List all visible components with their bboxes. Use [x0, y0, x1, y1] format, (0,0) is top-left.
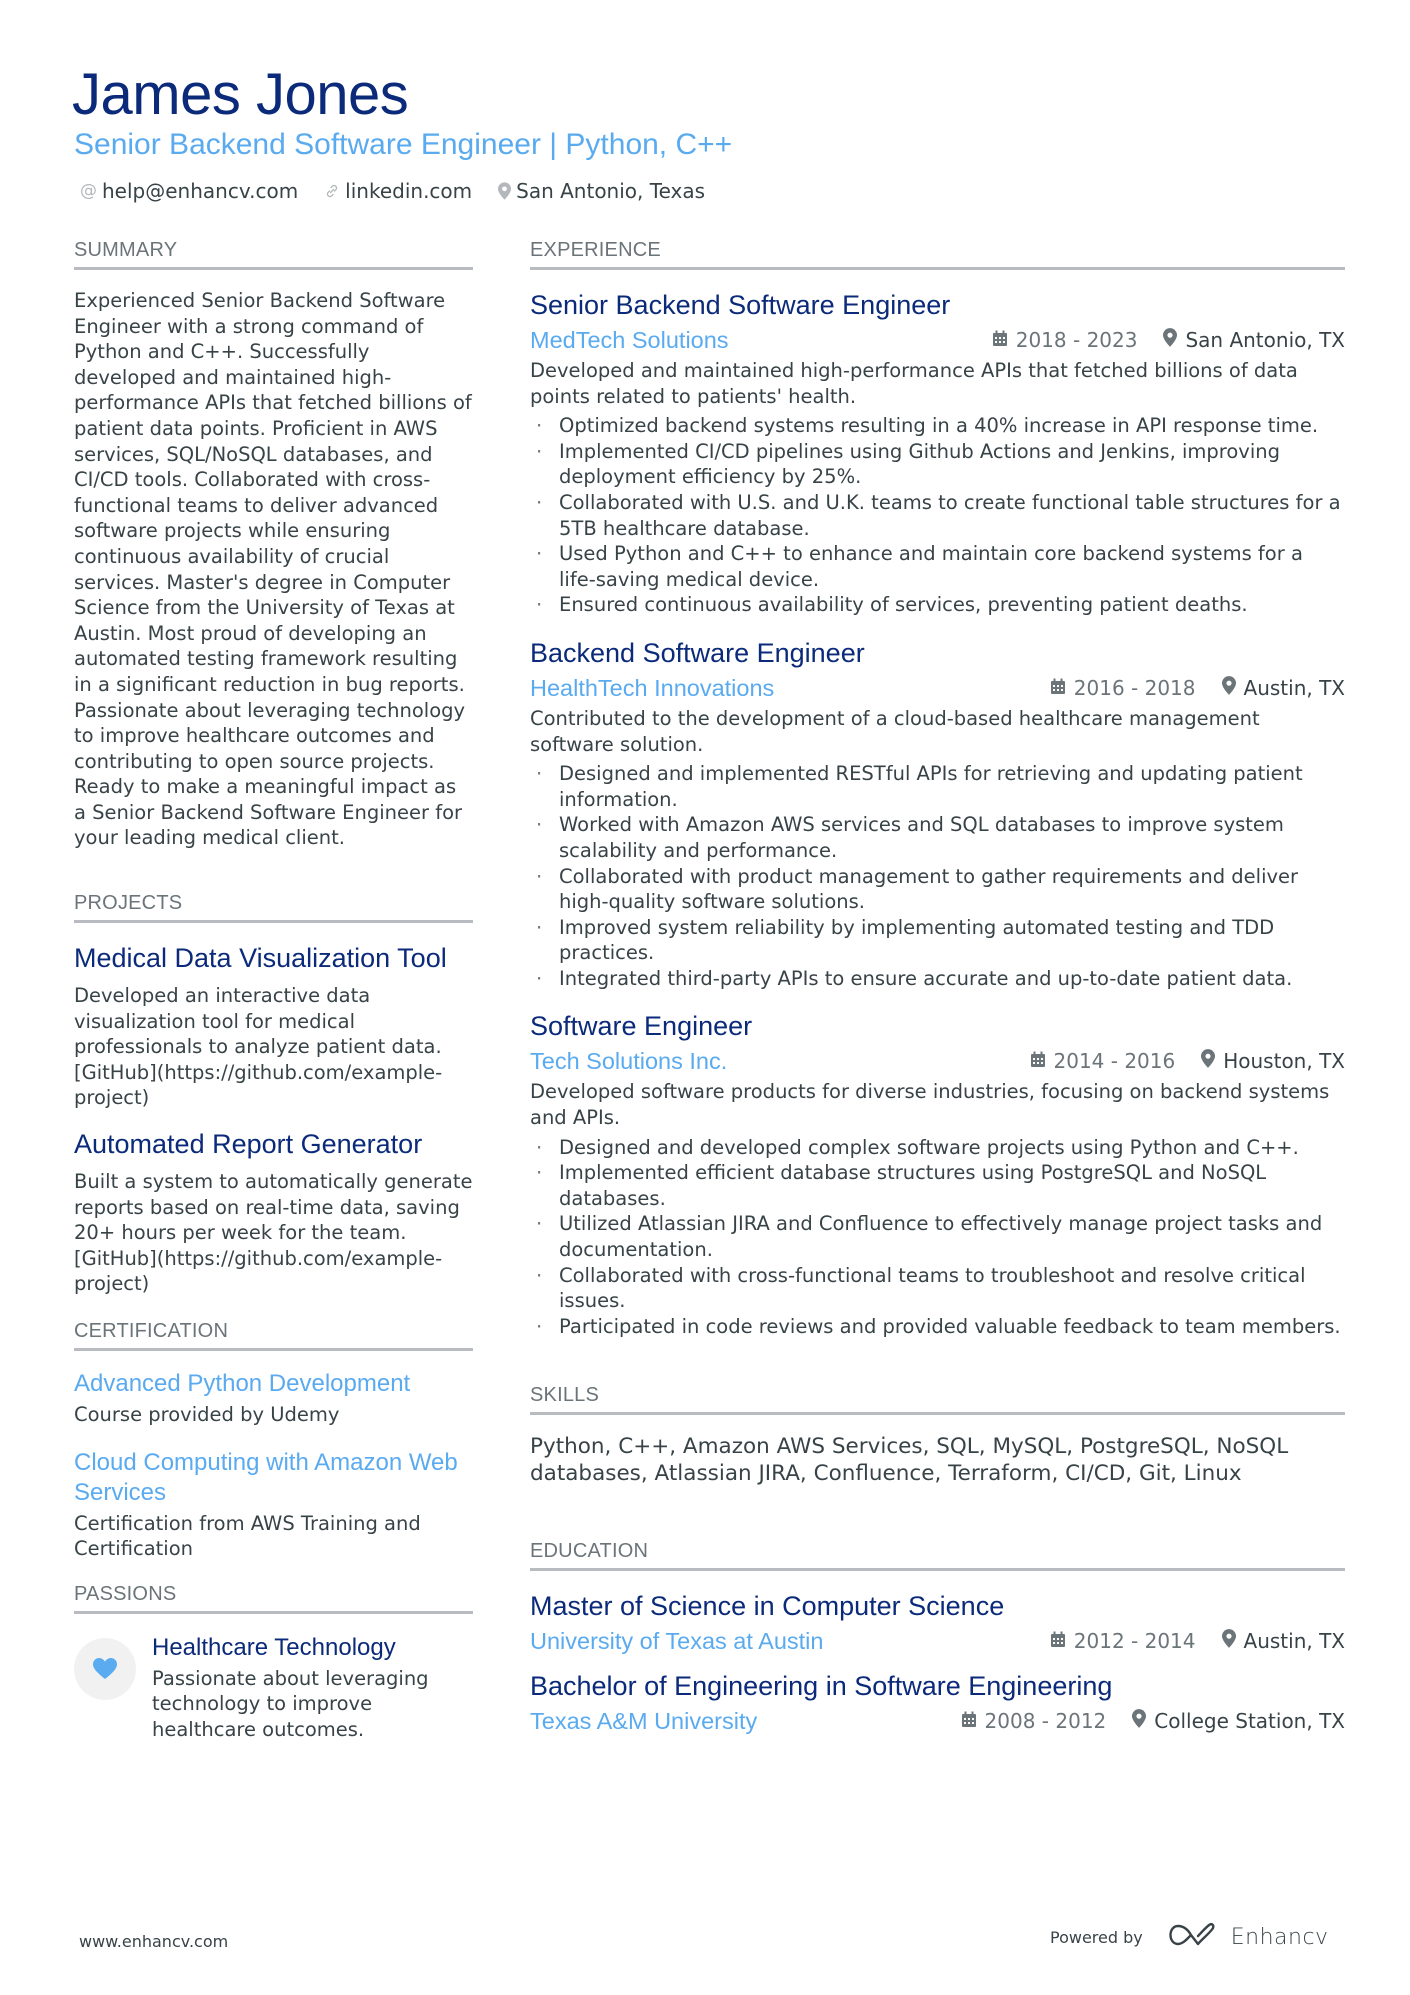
passion-content: [152, 1632, 473, 1743]
footer-website-link[interactable]: www.enhancv.com: [79, 1932, 229, 1951]
certification-item: [74, 1369, 473, 1428]
certification-item: [74, 1448, 473, 1562]
candidate-headline: Senior Backend Software Engineer | Python, C++: [74, 128, 733, 161]
bullet-item: · Improved system reliability by implementing automated testing and TDD practices.: [536, 915, 1275, 965]
calendar-icon: [1050, 1627, 1066, 1655]
certification-section: [74, 1319, 473, 1562]
bullet-dot-icon: ·: [536, 864, 543, 888]
education-dates: 2008 - 2012: [984, 1709, 1107, 1734]
certification-description: Course provided by Udemy: [74, 1403, 340, 1426]
job-title: Software Engineer: [530, 1011, 753, 1042]
school-name: University of Texas at Austin: [530, 1628, 824, 1655]
bullet-dot-icon: ·: [536, 1135, 543, 1159]
bullet-item: · Optimized backend systems resulting in a 40% increase in API response time.: [536, 414, 1319, 438]
passion-item: [74, 1632, 473, 1743]
location-pin-icon: [1222, 674, 1236, 702]
job-bullets: [530, 413, 1345, 618]
job-meta: [530, 672, 1345, 704]
project-description: Developed an interactive data visualization tool for medical professionals to analyze patient data. [GitHub](https://github.com/example-project): [74, 984, 443, 1110]
bullet-dot-icon: ·: [536, 813, 543, 837]
contact-email-text: help@enhancv.com: [102, 179, 299, 203]
bullet-item: · Utilized Atlassian JIRA and Confluence to effectively manage project tasks and documentation.: [536, 1212, 1323, 1262]
job-description: Developed and maintained high-performance APIs that fetched billions of data points related to patients' health.: [530, 359, 1298, 408]
bullet-item: · Implemented efficient database structures using PostgreSQL and NoSQL databases.: [536, 1161, 1267, 1210]
location-pin-icon: [1222, 1627, 1236, 1655]
passion-title: Healthcare Technology: [152, 1633, 396, 1661]
calendar-icon: [992, 326, 1008, 354]
job-dates: 2018 - 2023: [1015, 328, 1138, 352]
summary-section: [74, 238, 473, 851]
contact-location: [498, 178, 705, 204]
job-dates: 2016 - 2018: [1073, 675, 1196, 700]
bullet-item: · Implemented CI/CD pipelines using Github Actions and Jenkins, improving deployment efficiency by 25%.: [536, 439, 1280, 489]
contact-linkedin-text: linkedin.com: [345, 179, 473, 203]
job-location: San Antonio, TX: [1185, 328, 1345, 352]
candidate-name: James Jones: [72, 62, 409, 127]
job-title: Senior Backend Software Engineer: [530, 290, 951, 320]
job-entry: [530, 636, 1345, 992]
bullet-dot-icon: ·: [536, 1161, 543, 1185]
skills-list: Python, C++, Amazon AWS Services, SQL, MySQL, PostgreSQL, NoSQL databases, Atlassian JIRA, Confluence, Terraform, CI/CD, Git, Linux: [530, 1434, 1289, 1487]
contact-linkedin[interactable]: [324, 178, 472, 204]
calendar-icon: [961, 1707, 977, 1735]
education-location: College Station, TX: [1154, 1709, 1345, 1734]
bullet-dot-icon: ·: [536, 762, 543, 786]
bullet-item: · Collaborated with product management to gather requirements and deliver high-quality software solutions.: [536, 864, 1299, 914]
summary-text: Experienced Senior Backend Software Engineer with a strong command of Python and C++. Successfully developed and maintained high-performance APIs that fetched billions of patient data points. Proficient in AWS services, SQL/NoSQL databases, and CI/CD tools. Collaborated with cross-functional teams to deliver advanced software projects while ensuring continuous availability of crucial services. Master's degree in Computer Science from the University of Texas at Austin. Most proud of developing an automated testing framework resulting in a significant reduction in bug reports. Passionate about leveraging technology to improve healthcare outcomes and contributing to open source projects. Ready to make a meaningful impact as a Senior Backend Software Engineer for your leading medical client.: [74, 289, 472, 850]
bullet-dot-icon: ·: [536, 593, 543, 617]
bullet-item: · Used Python and C++ to enhance and maintain core backend systems for a life-saving medical device.: [536, 542, 1303, 591]
company-name: HealthTech Innovations: [530, 674, 775, 701]
job-description: Developed software products for diverse industries, focusing on backend systems and APIs.: [530, 1080, 1330, 1130]
bullet-dot-icon: ·: [536, 1314, 543, 1338]
project-description: Built a system to automatically generate reports based on real-time data, saving 20+ hours per week for the team. [GitHub](https://github.com/example-project): [74, 1170, 473, 1296]
footer-branding: [1050, 1922, 1329, 1952]
enhancv-brand-name: Enhancv: [1230, 1924, 1329, 1950]
passion-description: Passionate about leveraging technology to improve healthcare outcomes.: [152, 1666, 429, 1741]
experience-heading: EXPERIENCE: [530, 238, 1345, 270]
job-entry: [530, 288, 1345, 618]
location-pin-icon: [1201, 1047, 1215, 1075]
bullet-item: · Collaborated with U.S. and U.K. teams to create functional table structures for a 5TB healthcare database.: [536, 490, 1341, 540]
company-name: Tech Solutions Inc.: [530, 1048, 728, 1075]
certification-description: Certification from AWS Training and Certification: [74, 1511, 421, 1561]
passions-heading: PASSIONS: [74, 1582, 473, 1614]
job-meta: [530, 1045, 1345, 1077]
job-dates: 2014 - 2016: [1053, 1049, 1176, 1074]
right-column: [530, 238, 1345, 1749]
degree-title: Master of Science in Computer Science: [530, 1591, 1005, 1622]
job-title: Backend Software Engineer: [530, 637, 865, 668]
enhancv-logo-icon: [1169, 1922, 1217, 1952]
education-entry: [530, 1589, 1345, 1657]
job-description: Contributed to the development of a cloud-based healthcare management software solution.: [530, 706, 1260, 756]
job-location: Houston, TX: [1223, 1049, 1345, 1074]
bullet-item: · Collaborated with cross-functional teams to troubleshoot and resolve critical issues.: [536, 1263, 1306, 1313]
contact-email[interactable]: [80, 178, 298, 204]
job-location: Austin, TX: [1243, 675, 1345, 700]
bullet-item: · Ensured continuous availability of services, preventing patient deaths.: [536, 593, 1248, 617]
bullet-dot-icon: ·: [536, 542, 543, 566]
bullet-dot-icon: ·: [536, 966, 543, 990]
bullet-item: · Designed and implemented RESTful APIs for retrieving and updating patient information.: [536, 762, 1303, 811]
job-bullets: [530, 1135, 1345, 1340]
education-location: Austin, TX: [1243, 1629, 1345, 1654]
location-pin-icon: [498, 182, 511, 200]
project-item: [74, 941, 473, 1111]
project-title: Automated Report Generator: [74, 1129, 423, 1160]
education-entry: [530, 1669, 1345, 1737]
school-name: Texas A&M University: [530, 1708, 758, 1735]
project-item: [74, 1127, 473, 1297]
at-icon: @: [80, 181, 97, 201]
job-bullets: [530, 761, 1345, 991]
certification-heading: CERTIFICATION: [74, 1319, 473, 1351]
certification-title: Advanced Python Development: [74, 1370, 411, 1397]
bullet-item: · Integrated third-party APIs to ensure accurate and up-to-date patient data.: [536, 966, 1293, 990]
bullet-dot-icon: ·: [536, 414, 543, 438]
bullet-dot-icon: ·: [536, 1212, 543, 1236]
education-heading: EDUCATION: [530, 1539, 1345, 1571]
skills-section: [530, 1383, 1345, 1487]
enhancv-logo[interactable]: [1169, 1922, 1329, 1952]
bullet-item: · Participated in code reviews and provided valuable feedback to team members.: [536, 1314, 1341, 1338]
company-name: MedTech Solutions: [530, 327, 729, 353]
passions-section: [74, 1582, 473, 1743]
summary-heading: SUMMARY: [74, 238, 473, 270]
link-icon: [324, 183, 340, 199]
bullet-dot-icon: ·: [536, 490, 543, 514]
location-pin-icon: [1163, 326, 1177, 354]
calendar-icon: [1050, 674, 1066, 702]
bullet-dot-icon: ·: [536, 439, 543, 463]
bullet-item: · Designed and developed complex software projects using Python and C++.: [536, 1135, 1299, 1159]
projects-section: [74, 891, 473, 1297]
job-entry: [530, 1009, 1345, 1339]
experience-section: [530, 238, 1345, 1339]
bullet-dot-icon: ·: [536, 1263, 543, 1287]
education-section: [530, 1539, 1345, 1737]
project-title: Medical Data Visualization Tool: [74, 943, 447, 974]
certification-title: Cloud Computing with Amazon Web Services: [74, 1448, 458, 1506]
heart-icon: [74, 1638, 136, 1700]
skills-heading: SKILLS: [530, 1383, 1345, 1415]
contact-location-text: San Antonio, Texas: [516, 179, 706, 203]
location-pin-icon: [1132, 1707, 1146, 1735]
job-meta: [530, 324, 1345, 356]
contact-list: [80, 178, 705, 204]
degree-title: Bachelor of Engineering in Software Engineering: [530, 1671, 1113, 1702]
projects-heading: PROJECTS: [74, 891, 473, 923]
bullet-dot-icon: ·: [536, 915, 543, 939]
powered-by-label: Powered by: [1050, 1927, 1143, 1947]
education-dates: 2012 - 2014: [1073, 1629, 1196, 1654]
bullet-item: · Worked with Amazon AWS services and SQL databases to improve system scalability and performance.: [536, 813, 1284, 862]
calendar-icon: [1030, 1047, 1046, 1075]
left-column: [74, 238, 473, 1743]
